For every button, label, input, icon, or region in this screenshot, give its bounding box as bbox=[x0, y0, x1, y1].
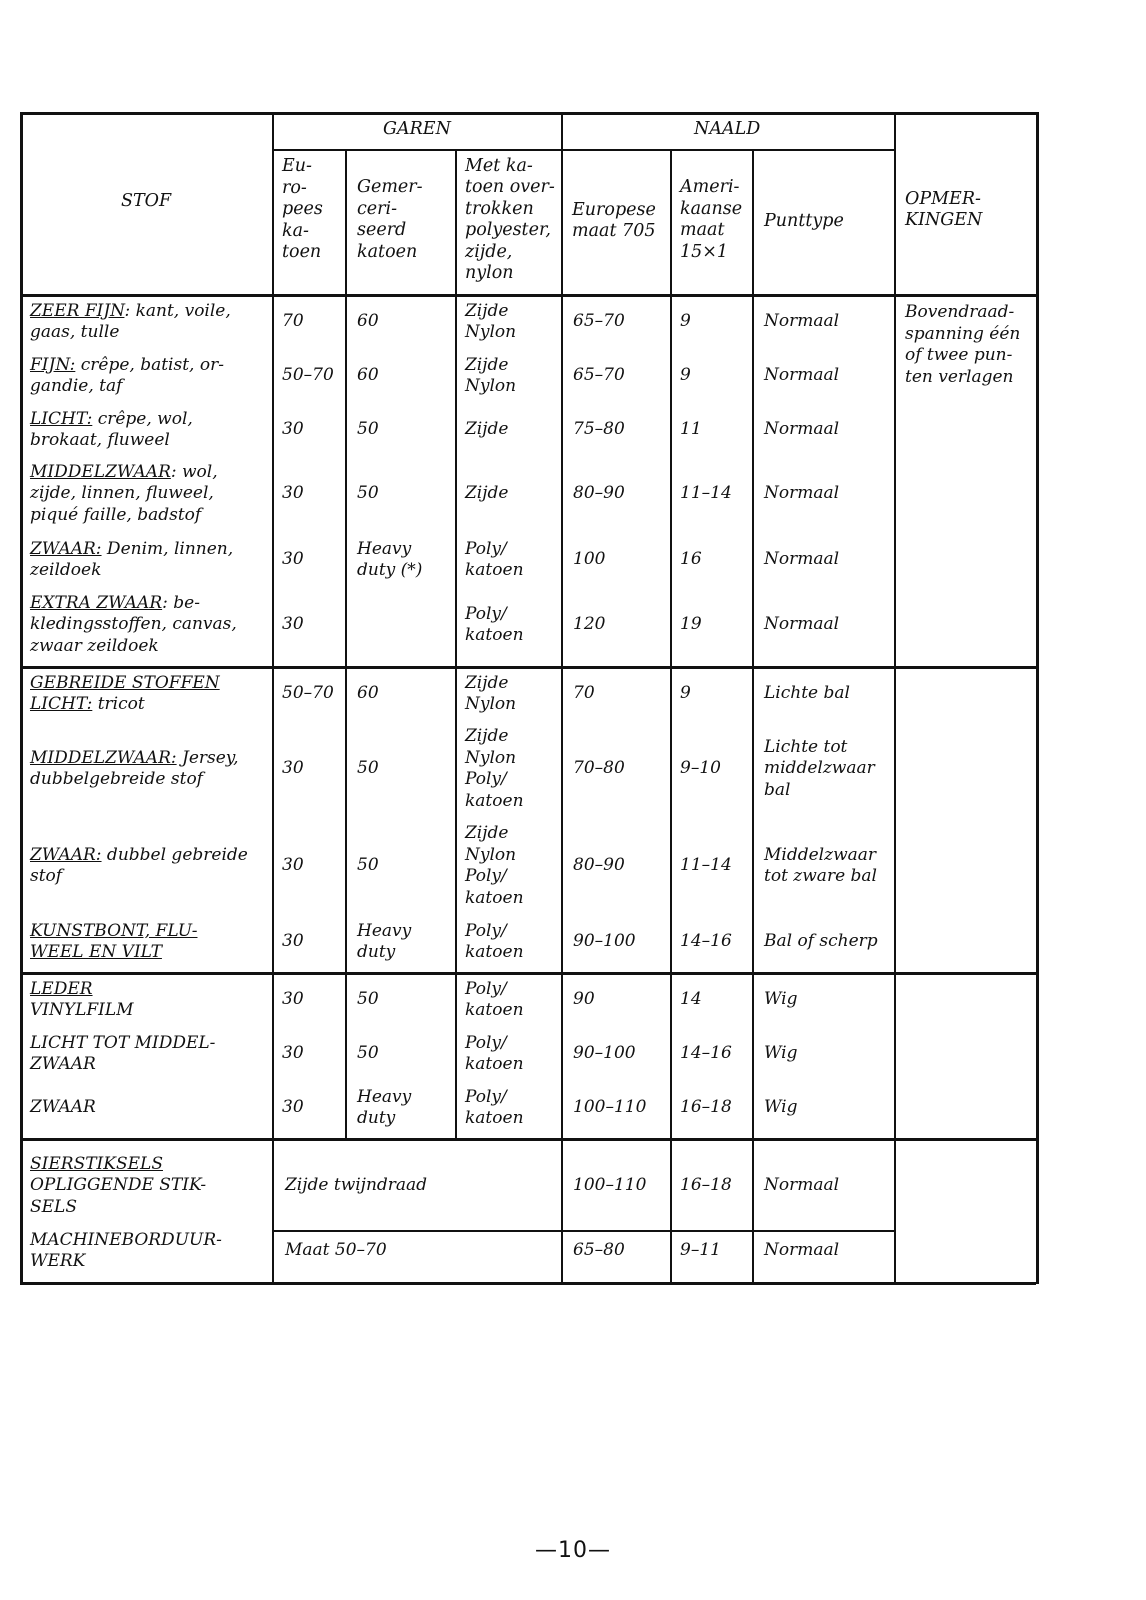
category-label: ZWAAR: bbox=[30, 844, 102, 865]
gemerceriseerd-cell: 50 bbox=[357, 483, 379, 504]
europese-maat-cell: 80–90 bbox=[573, 855, 625, 876]
fabric-description: ZWAAR bbox=[30, 1097, 96, 1118]
fabric-description: crêpe, wol, brokaat, fluweel bbox=[30, 408, 193, 450]
europese-maat-cell: 120 bbox=[573, 614, 606, 635]
amerikaanse-maat-cell: 16–18 bbox=[680, 1175, 732, 1196]
rule-col-b bbox=[345, 149, 347, 1138]
header-gemerceriseerd: Gemer- ceri- seerd katoen bbox=[357, 177, 423, 262]
header-opmerkingen: OPMER- KINGEN bbox=[905, 188, 983, 230]
eur-katoen-cell: 30 bbox=[282, 419, 304, 440]
category-label: LICHT: bbox=[30, 408, 93, 429]
europese-maat-cell: 75–80 bbox=[573, 419, 625, 440]
punttype-cell: Normaal bbox=[764, 549, 840, 570]
page-number: —10— bbox=[535, 1538, 611, 1563]
punttype-cell: Bal of scherp bbox=[764, 931, 878, 952]
category-label: FIJN: bbox=[30, 354, 76, 375]
eur-katoen-cell: 30 bbox=[282, 614, 304, 635]
eur-katoen-cell: 30 bbox=[282, 989, 304, 1010]
header-met-katoen: Met ka- toen over- trokken polyester, zijde, nylon bbox=[465, 155, 555, 283]
gemerceriseerd-cell: Heavy duty bbox=[357, 1086, 412, 1128]
gemerceriseerd-cell: 60 bbox=[357, 365, 379, 386]
europese-maat-cell: 90–100 bbox=[573, 931, 636, 952]
rule-col-c bbox=[455, 149, 457, 1138]
rule-left bbox=[20, 112, 23, 1282]
header-europees-katoen: Eu- ro- pees ka- toen bbox=[282, 156, 323, 263]
eur-katoen-cell: 30 bbox=[282, 483, 304, 504]
rule-header-mid bbox=[272, 149, 894, 151]
met-katoen-cell: Poly/ katoen bbox=[465, 1032, 524, 1074]
fabric-description: crêpe, batist, or- gandie, taf bbox=[30, 354, 224, 396]
eur-katoen-cell: 30 bbox=[282, 758, 304, 779]
punttype-cell: Normaal bbox=[764, 614, 840, 635]
category-label: ZWAAR: bbox=[30, 538, 102, 559]
category-label: MIDDELZWAAR bbox=[30, 461, 171, 482]
punttype-cell: Lichte tot middelzwaar bal bbox=[764, 736, 875, 800]
fabric-description: tricot bbox=[92, 694, 145, 714]
europese-maat-cell: 80–90 bbox=[573, 483, 625, 504]
amerikaanse-maat-cell: 14 bbox=[680, 989, 702, 1010]
category-label: EXTRA ZWAAR bbox=[30, 592, 163, 613]
fabric-description: OPLIGGENDE STIK- SELS bbox=[30, 1175, 207, 1217]
punttype-cell: Normaal bbox=[764, 1175, 840, 1196]
met-katoen-cell: Zijde Nylon Poly/ katoen bbox=[465, 726, 524, 811]
europese-maat-cell: 90 bbox=[573, 989, 595, 1010]
europese-maat-cell: 65–80 bbox=[573, 1240, 625, 1261]
garen-merged-cell: Zijde twijndraad bbox=[285, 1175, 428, 1196]
eur-katoen-cell: 50–70 bbox=[282, 683, 334, 704]
category-label: ZEER FIJN bbox=[30, 300, 125, 321]
header-garen: GAREN bbox=[383, 119, 451, 140]
stof-cell bbox=[30, 593, 237, 658]
amerikaanse-maat-cell: 9–10 bbox=[680, 758, 721, 779]
rule-row bbox=[272, 1230, 894, 1232]
amerikaanse-maat-cell: 16 bbox=[680, 549, 702, 570]
stof-cell bbox=[30, 979, 134, 1022]
stof-cell bbox=[30, 409, 193, 452]
gemerceriseerd-cell: 50 bbox=[357, 855, 379, 876]
stof-cell bbox=[30, 748, 239, 791]
eur-katoen-cell: 30 bbox=[282, 855, 304, 876]
met-katoen-cell: Zijde bbox=[465, 419, 509, 440]
punttype-cell: Middelzwaar tot zware bal bbox=[764, 844, 877, 886]
stof-cell bbox=[30, 462, 218, 527]
amerikaanse-maat-cell: 9–11 bbox=[680, 1240, 721, 1261]
punttype-cell: Normaal bbox=[764, 483, 840, 504]
fabric-description: VINYLFILM bbox=[30, 1000, 134, 1020]
europese-maat-cell: 90–100 bbox=[573, 1043, 636, 1064]
stof-cell bbox=[30, 921, 197, 964]
fabric-description: MACHINEBORDUUR- WERK bbox=[30, 1229, 222, 1271]
gemerceriseerd-cell: Heavy duty (*) bbox=[357, 538, 423, 580]
rule-top bbox=[20, 112, 1036, 115]
fabric-description: : be- kledingsstoffen, canvas, zwaar zeildoek bbox=[30, 592, 237, 656]
rule-right bbox=[1036, 112, 1039, 1284]
europese-maat-cell: 100 bbox=[573, 549, 606, 570]
stof-cell bbox=[30, 1154, 206, 1219]
punttype-cell: Wig bbox=[764, 1097, 798, 1118]
met-katoen-cell: Zijde Nylon bbox=[465, 300, 517, 342]
gemerceriseerd-cell: 60 bbox=[357, 311, 379, 332]
punttype-cell: Wig bbox=[764, 989, 798, 1010]
stof-cell bbox=[30, 301, 231, 344]
europese-maat-cell: 100–110 bbox=[573, 1097, 647, 1118]
stof-cell bbox=[30, 1230, 222, 1273]
punttype-cell: Lichte bal bbox=[764, 683, 850, 704]
header-amerikaanse-maat: Ameri- kaanse maat 15×1 bbox=[680, 177, 743, 262]
eur-katoen-cell: 30 bbox=[282, 549, 304, 570]
gemerceriseerd-cell: 50 bbox=[357, 1043, 379, 1064]
amerikaanse-maat-cell: 11–14 bbox=[680, 483, 732, 504]
rule-col-g bbox=[894, 112, 896, 1282]
punttype-cell: Normaal bbox=[764, 419, 840, 440]
europese-maat-cell: 65–70 bbox=[573, 311, 625, 332]
header-punttype: Punttype bbox=[764, 211, 844, 232]
fabric-description: Denim, linnen, zeildoek bbox=[30, 538, 234, 580]
rule-header-bottom bbox=[20, 294, 1036, 297]
rule-group bbox=[20, 666, 1036, 669]
met-katoen-cell: Poly/ katoen bbox=[465, 1086, 524, 1128]
europese-maat-cell: 100–110 bbox=[573, 1175, 647, 1196]
fabric-description: : wol, zijde, linnen, fluweel, piqué faille, badstof bbox=[30, 461, 218, 525]
europese-maat-cell: 70 bbox=[573, 683, 595, 704]
rule-col-f bbox=[752, 149, 754, 1282]
amerikaanse-maat-cell: 14–16 bbox=[680, 931, 732, 952]
met-katoen-cell: Zijde Nylon Poly/ katoen bbox=[465, 823, 524, 908]
fabric-description: dubbel gebreide stof bbox=[30, 844, 248, 886]
category-label: SIERSTIKSELS bbox=[30, 1153, 163, 1174]
eur-katoen-cell: 30 bbox=[282, 1097, 304, 1118]
gemerceriseerd-cell: 50 bbox=[357, 758, 379, 779]
stof-cell bbox=[30, 539, 233, 582]
amerikaanse-maat-cell: 11 bbox=[680, 419, 702, 440]
eur-katoen-cell: 50–70 bbox=[282, 365, 334, 386]
category-label: GEBREIDE STOFFEN LICHT: bbox=[30, 672, 220, 714]
amerikaanse-maat-cell: 16–18 bbox=[680, 1097, 732, 1118]
rule-group bbox=[20, 1138, 1036, 1141]
rule-bottom bbox=[20, 1282, 1036, 1285]
rule-col-e bbox=[670, 149, 672, 1282]
stof-cell bbox=[30, 1033, 215, 1076]
amerikaanse-maat-cell: 9 bbox=[680, 683, 691, 704]
amerikaanse-maat-cell: 19 bbox=[680, 614, 702, 635]
header-europese-maat: Europese maat 705 bbox=[572, 199, 656, 241]
fabric-description: LICHT TOT MIDDEL- ZWAAR bbox=[30, 1032, 216, 1074]
category-label: KUNSTBONT, FLU- WEEL EN VILT bbox=[30, 920, 198, 962]
eur-katoen-cell: 70 bbox=[282, 311, 304, 332]
rule-col-a bbox=[272, 112, 274, 1282]
gemerceriseerd-cell: 50 bbox=[357, 989, 379, 1010]
gemerceriseerd-cell: Heavy duty bbox=[357, 920, 412, 962]
remark-cell: Bovendraad- spanning één of twee pun- ten verlagen bbox=[905, 302, 1021, 387]
punttype-cell: Normaal bbox=[764, 1240, 840, 1261]
garen-merged-cell: Maat 50–70 bbox=[285, 1240, 387, 1261]
gemerceriseerd-cell: 60 bbox=[357, 683, 379, 704]
stof-cell bbox=[30, 355, 224, 398]
header-stof: STOF bbox=[121, 191, 172, 212]
fabric-description: Jersey, dubbelgebreide stof bbox=[30, 747, 239, 789]
punttype-cell: Normaal bbox=[764, 311, 840, 332]
amerikaanse-maat-cell: 9 bbox=[680, 365, 691, 386]
fabric-description: : kant, voile, gaas, tulle bbox=[30, 300, 231, 342]
stof-cell bbox=[30, 673, 220, 716]
met-katoen-cell: Poly/ katoen bbox=[465, 538, 524, 580]
stof-cell bbox=[30, 1097, 96, 1119]
met-katoen-cell: Zijde bbox=[465, 483, 509, 504]
rule-col-d bbox=[561, 112, 563, 1282]
category-label: MIDDELZWAAR: bbox=[30, 747, 177, 768]
met-katoen-cell: Poly/ katoen bbox=[465, 603, 524, 645]
europese-maat-cell: 70–80 bbox=[573, 758, 625, 779]
europese-maat-cell: 65–70 bbox=[573, 365, 625, 386]
amerikaanse-maat-cell: 14–16 bbox=[680, 1043, 732, 1064]
met-katoen-cell: Zijde Nylon bbox=[465, 672, 517, 714]
amerikaanse-maat-cell: 11–14 bbox=[680, 855, 732, 876]
rule-group bbox=[20, 972, 1036, 975]
punttype-cell: Normaal bbox=[764, 365, 840, 386]
header-naald: NAALD bbox=[694, 119, 761, 140]
eur-katoen-cell: 30 bbox=[282, 931, 304, 952]
met-katoen-cell: Poly/ katoen bbox=[465, 920, 524, 962]
amerikaanse-maat-cell: 9 bbox=[680, 311, 691, 332]
eur-katoen-cell: 30 bbox=[282, 1043, 304, 1064]
punttype-cell: Wig bbox=[764, 1043, 798, 1064]
met-katoen-cell: Poly/ katoen bbox=[465, 978, 524, 1020]
category-label: LEDER bbox=[30, 978, 93, 999]
gemerceriseerd-cell: 50 bbox=[357, 419, 379, 440]
stof-cell bbox=[30, 845, 248, 888]
met-katoen-cell: Zijde Nylon bbox=[465, 354, 517, 396]
